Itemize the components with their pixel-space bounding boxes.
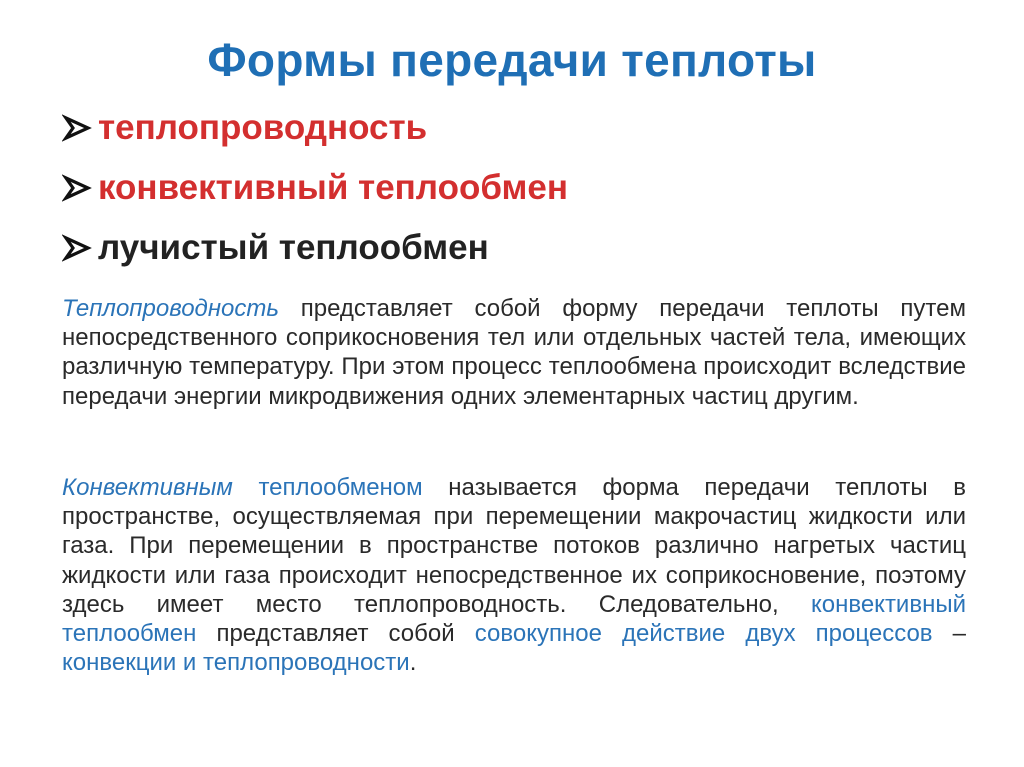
paragraph-teploprovodnost — [62, 294, 966, 411]
paragraph-text: представляет собой — [196, 620, 475, 648]
term-highlight: конвекции и теплопроводности — [62, 649, 410, 677]
bullet-label: конвективный теплообмен — [98, 168, 568, 207]
arrow-bullet-icon — [62, 108, 94, 148]
paragraph-konvektivnyy — [62, 473, 966, 677]
arrow-bullet-icon — [62, 228, 94, 268]
bullet-item-konvektivnyy — [62, 158, 568, 218]
paragraph-text: – — [932, 620, 967, 648]
bullet-item-luchistyy — [62, 218, 568, 278]
term-highlight: Теплопроводность — [62, 295, 279, 322]
bullet-label: лучистый теплообмен — [98, 228, 489, 267]
bullet-list — [62, 98, 568, 278]
bullet-item-teploprovodnost — [62, 98, 568, 158]
term-highlight: конвективный теплообмен — [62, 590, 966, 648]
paragraph-text: называется форма передачи теплоты в пространстве, осуществляемая при перемещении макрочастиц жидкости или газа. При перемещении в пространстве потоков различно нагретых частиц жидкости или газа происходит непосредственное их соприкосновение, поэтому здесь имеет место теплопроводность. Следовательно, — [62, 474, 967, 618]
paragraph-text: . — [409, 649, 417, 677]
arrow-bullet-icon — [62, 168, 94, 208]
slide-title: Формы передачи теплоты — [207, 34, 817, 86]
term-highlight: совокупное действие двух процессов — [474, 620, 933, 648]
bullet-label: теплопроводность — [98, 108, 428, 147]
paragraph-text: представляет собой форму передачи теплоты путем непосредственного соприкосновения тел или отдельных частей тела, имеющих различную температуру. При этом процесс теплообмена происходит вследствие передачи энергии микродвижения одних элементарных частиц другим. — [62, 295, 966, 410]
term-highlight: теплообменом — [232, 474, 423, 501]
term-highlight: Конвективным — [62, 474, 233, 501]
